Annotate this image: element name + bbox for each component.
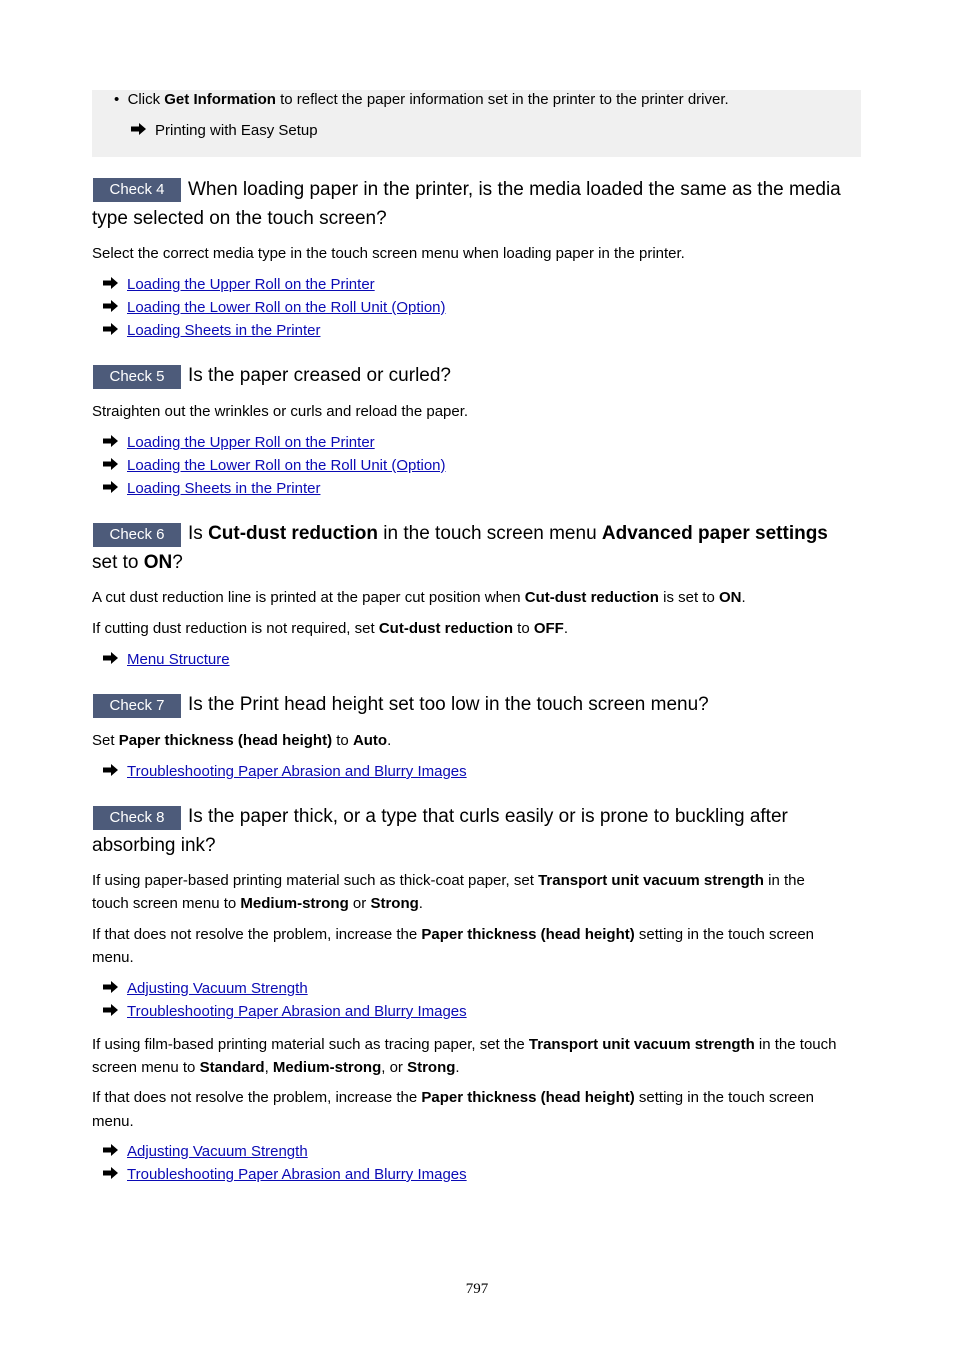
check-4-heading-line1: When loading paper in the printer, is the media loaded the same as the media [188,179,841,200]
link-item[interactable] [103,479,320,499]
check-8-paragraph: menu. [92,949,134,966]
check-4-body: Select the correct media type in the touch screen menu when loading paper in the printer. [92,245,685,262]
arrow-right-icon [103,1143,119,1157]
check-8-heading-line1: Is the paper thick, or a type that curls easily or is prone to buckling after [188,806,788,827]
arrow-right-icon [103,322,119,336]
check-8-paragraph: If that does not resolve the problem, increase the Paper thickness (head height) setting in the touch screen [92,1089,815,1106]
check-6-label: Check 6 [93,523,181,547]
check-7-heading: Is the Print head height set too low in the touch screen menu? [188,694,709,715]
check-5-heading: Is the paper creased or curled? [188,365,451,386]
lower-roll-link[interactable]: Loading the Lower Roll on the Roll Unit (Option) [127,299,446,316]
check-8-paragraph: menu. [92,1113,134,1130]
check-8-paragraph: touch screen menu to Medium-strong or Strong. [92,895,423,912]
arrow-right-icon [103,1166,119,1180]
arrow-right-icon [103,980,119,994]
check-6-heading-line2: set to ON? [92,552,183,573]
vacuum-strength-link[interactable]: Adjusting Vacuum Strength [127,1143,308,1160]
troubleshooting-link[interactable]: Troubleshooting Paper Abrasion and Blurry Images [127,763,467,780]
link-item[interactable] [131,121,318,141]
arrow-right-icon [103,299,119,313]
arrow-right-icon [103,276,119,290]
check-6-paragraph: A cut dust reduction line is printed at the paper cut position when Cut-dust reduction is set to ON. [92,589,746,606]
check-8-heading-line2: absorbing ink? [92,835,216,856]
check-7-paragraph: Set Paper thickness (head height) to Auto. [92,732,392,749]
arrow-right-icon [103,434,119,448]
arrow-right-icon [103,763,119,777]
check-8-paragraph: screen menu to Standard, Medium-strong, or Strong. [92,1059,460,1076]
link-item[interactable] [103,1142,308,1162]
printing-easy-setup-link[interactable]: Printing with Easy Setup [155,122,318,139]
check-6-paragraph: If cutting dust reduction is not required, set Cut-dust reduction to OFF. [92,620,569,637]
check-4-heading-line2: type selected on the touch screen? [92,208,387,229]
link-item[interactable] [103,298,446,318]
bullet-item: • Click Get Information to reflect the paper information set in the printer to the printer driver. [114,91,729,108]
link-item[interactable] [103,456,446,476]
link-item[interactable] [103,433,375,453]
check-8-label: Check 8 [93,806,181,830]
arrow-right-icon [103,480,119,494]
link-item[interactable] [103,275,375,295]
link-item[interactable] [103,762,467,782]
menu-structure-link[interactable]: Menu Structure [127,651,230,668]
upper-roll-link[interactable]: Loading the Upper Roll on the Printer [127,434,375,451]
check-8-paragraph: If using film-based printing material such as tracing paper, set the Transport unit vacuum strength in the touch [92,1036,837,1053]
troubleshooting-link[interactable]: Troubleshooting Paper Abrasion and Blurry Images [127,1166,467,1183]
check-7-label: Check 7 [93,694,181,718]
check-8-paragraph: If that does not resolve the problem, increase the Paper thickness (head height) setting in the touch screen [92,926,815,943]
bullet-dot: • [114,91,128,108]
sheets-link[interactable]: Loading Sheets in the Printer [127,322,321,339]
arrow-right-icon [131,122,147,136]
check-5-body: Straighten out the wrinkles or curls and reload the paper. [92,403,469,420]
link-item[interactable] [103,650,230,670]
sheets-link[interactable]: Loading Sheets in the Printer [127,480,321,497]
check-8-paragraph: If using paper-based printing material such as thick-coat paper, set Transport unit vacuum strength in the [92,872,805,889]
upper-roll-link[interactable]: Loading the Upper Roll on the Printer [127,276,375,293]
link-item[interactable] [103,979,308,999]
link-item[interactable] [103,1002,467,1022]
vacuum-strength-link[interactable]: Adjusting Vacuum Strength [127,980,308,997]
troubleshooting-link[interactable]: Troubleshooting Paper Abrasion and Blurry Images [127,1003,467,1020]
lower-roll-link[interactable]: Loading the Lower Roll on the Roll Unit (Option) [127,457,446,474]
page-number: 797 [465,1281,489,1297]
arrow-right-icon [103,1003,119,1017]
link-item[interactable] [103,1165,467,1185]
arrow-right-icon [103,457,119,471]
link-item[interactable] [103,321,320,341]
check-4-label: Check 4 [93,178,181,202]
arrow-right-icon [103,651,119,665]
check-5-label: Check 5 [93,365,181,389]
check-6-heading-line1: Is Cut-dust reduction in the touch screen menu Advanced paper settings [188,523,828,544]
